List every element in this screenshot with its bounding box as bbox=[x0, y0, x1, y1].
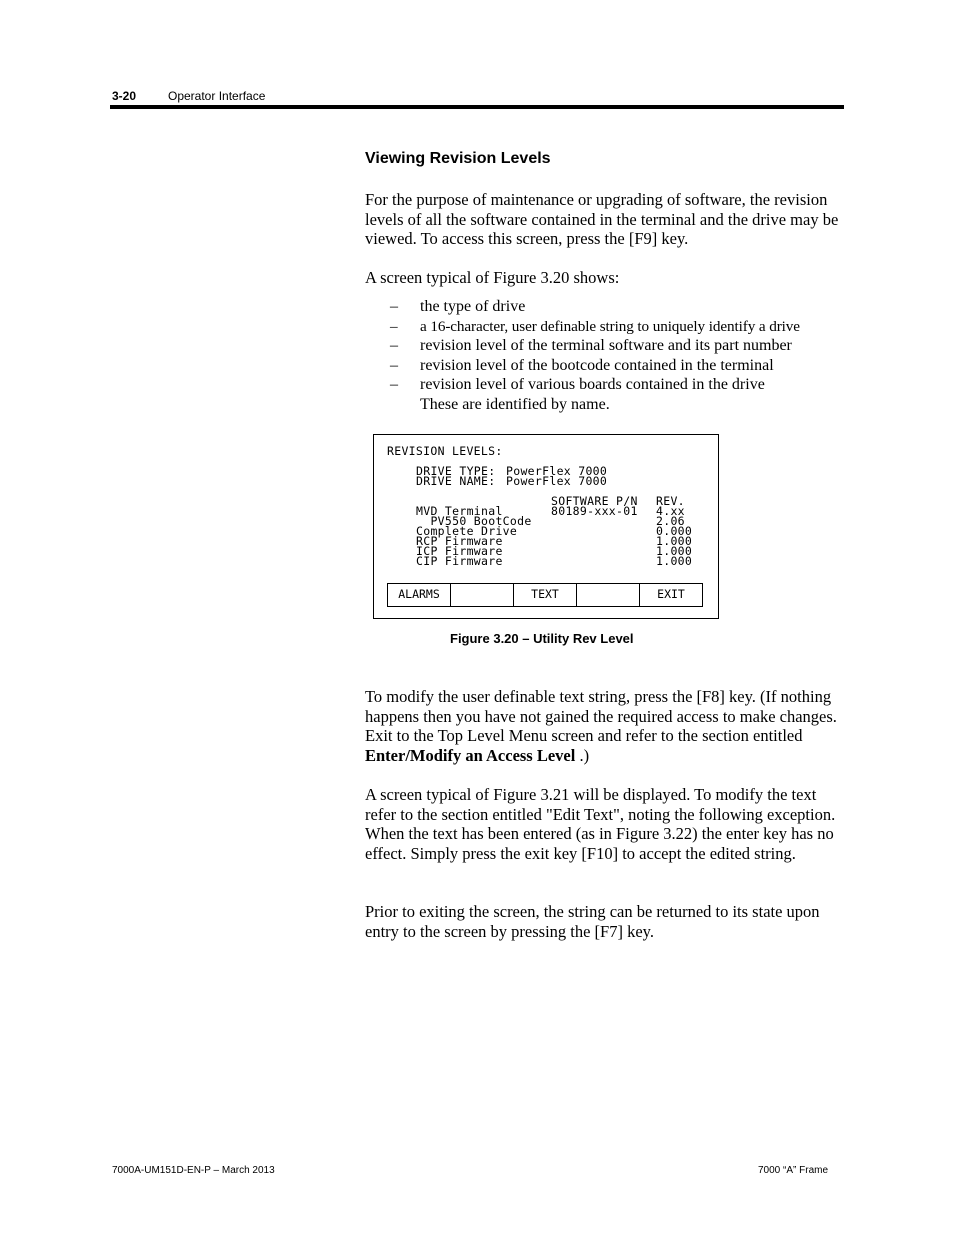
row-rev: 1.000 bbox=[656, 554, 693, 568]
list-item bbox=[390, 375, 845, 395]
row-name: PV550 BootCode bbox=[416, 514, 532, 528]
drive-type-label: DRIVE TYPE: bbox=[416, 464, 496, 478]
row-name: Complete Drive bbox=[416, 524, 518, 538]
software-pn-header: SOFTWARE P/N bbox=[551, 494, 638, 508]
row-rev: 1.000 bbox=[656, 544, 693, 558]
dash-marker: – bbox=[390, 337, 398, 354]
blank-key[interactable] bbox=[451, 584, 514, 606]
dash-marker: – bbox=[390, 298, 398, 315]
screen-title: REVISION LEVELS: bbox=[387, 444, 503, 458]
drive-name-value: PowerFlex 7000 bbox=[506, 474, 608, 488]
function-key-bar bbox=[387, 583, 703, 607]
row-rev: 4.xx bbox=[656, 504, 685, 518]
list-item-continuation bbox=[390, 395, 845, 415]
rev-header: REV. bbox=[656, 494, 685, 508]
drive-name-label: DRIVE NAME: bbox=[416, 474, 496, 488]
row-part-number: 80189-xxx-01 bbox=[551, 504, 638, 518]
exit-key[interactable]: EXIT bbox=[657, 587, 685, 601]
list-item-text: revision level of various boards contained in the drive bbox=[420, 376, 765, 393]
row-name: RCP Firmware bbox=[416, 534, 503, 548]
list-item bbox=[390, 356, 845, 376]
footer-product: 7000 “A” Frame bbox=[758, 1165, 829, 1176]
blank-key[interactable] bbox=[577, 584, 640, 606]
row-name: ICP Firmware bbox=[416, 544, 503, 558]
dash-marker: – bbox=[390, 356, 398, 374]
typical-paragraph: A screen typical of Figure 3.20 shows: bbox=[365, 268, 620, 287]
modify-paragraph bbox=[365, 687, 845, 765]
modify-text: To modify the user definable text string, press the [F8] key. (If nothing happens then you have not gained the required access to make changes. Exit to the Top Level Menu screen and refer to the section entitled bbox=[365, 687, 837, 745]
row-rev: 2.06 bbox=[656, 514, 685, 528]
edit-paragraph: A screen typical of Figure 3.21 will be displayed. To modify the text refer to the section entitled "Edit Text", noting the following exception. When the text has been entered (as in Figure 3.22) the enter key has no effect. Simply press the exit key [F10] to accept the edited string. bbox=[365, 785, 836, 863]
section-reference: Enter/Modify an Access Level bbox=[365, 745, 576, 765]
dash-marker: – bbox=[390, 317, 398, 335]
figure-caption: Figure 3.20 – Utility Rev Level bbox=[450, 631, 634, 646]
row-rev: 1.000 bbox=[656, 534, 693, 548]
section-heading: Viewing Revision Levels bbox=[365, 150, 551, 167]
terminal-screen-figure bbox=[373, 434, 719, 619]
list-item-text: These are identified by name. bbox=[420, 395, 610, 413]
header-rule bbox=[110, 105, 844, 109]
section-title: Operator Interface bbox=[168, 89, 266, 103]
modify-text-end: .) bbox=[575, 745, 590, 765]
footer-document-id: 7000A-UM151D-EN-P – March 2013 bbox=[112, 1165, 275, 1176]
row-name: MVD Terminal bbox=[416, 504, 503, 518]
text-key[interactable]: TEXT bbox=[514, 584, 577, 606]
row-rev: 0.000 bbox=[656, 524, 693, 538]
list-item-text: a 16-character, user definable string to uniquely identify a drive bbox=[420, 317, 800, 335]
bullet-list bbox=[390, 297, 845, 414]
list-item bbox=[390, 297, 845, 317]
list-item-text: the type of drive bbox=[420, 298, 526, 315]
list-item-text: revision level of the bootcode contained in the terminal bbox=[420, 356, 774, 374]
intro-paragraph: For the purpose of maintenance or upgrading of software, the revision levels of all the software contained in the terminal and the drive may be viewed. To access this screen, press the [F9] key. bbox=[365, 190, 839, 248]
list-item bbox=[390, 336, 845, 356]
drive-type-value: PowerFlex 7000 bbox=[506, 464, 608, 478]
row-name: CIP Firmware bbox=[416, 554, 503, 568]
page-number: 3-20 bbox=[112, 89, 137, 103]
prior-paragraph: Prior to exiting the screen, the string can be returned to its state upon entry to the screen by pressing the [F7] key. bbox=[365, 902, 820, 941]
alarms-key[interactable]: ALARMS bbox=[388, 584, 451, 606]
dash-marker: – bbox=[390, 376, 398, 393]
list-item bbox=[390, 317, 845, 337]
list-item-text: revision level of the terminal software and its part number bbox=[420, 337, 792, 354]
